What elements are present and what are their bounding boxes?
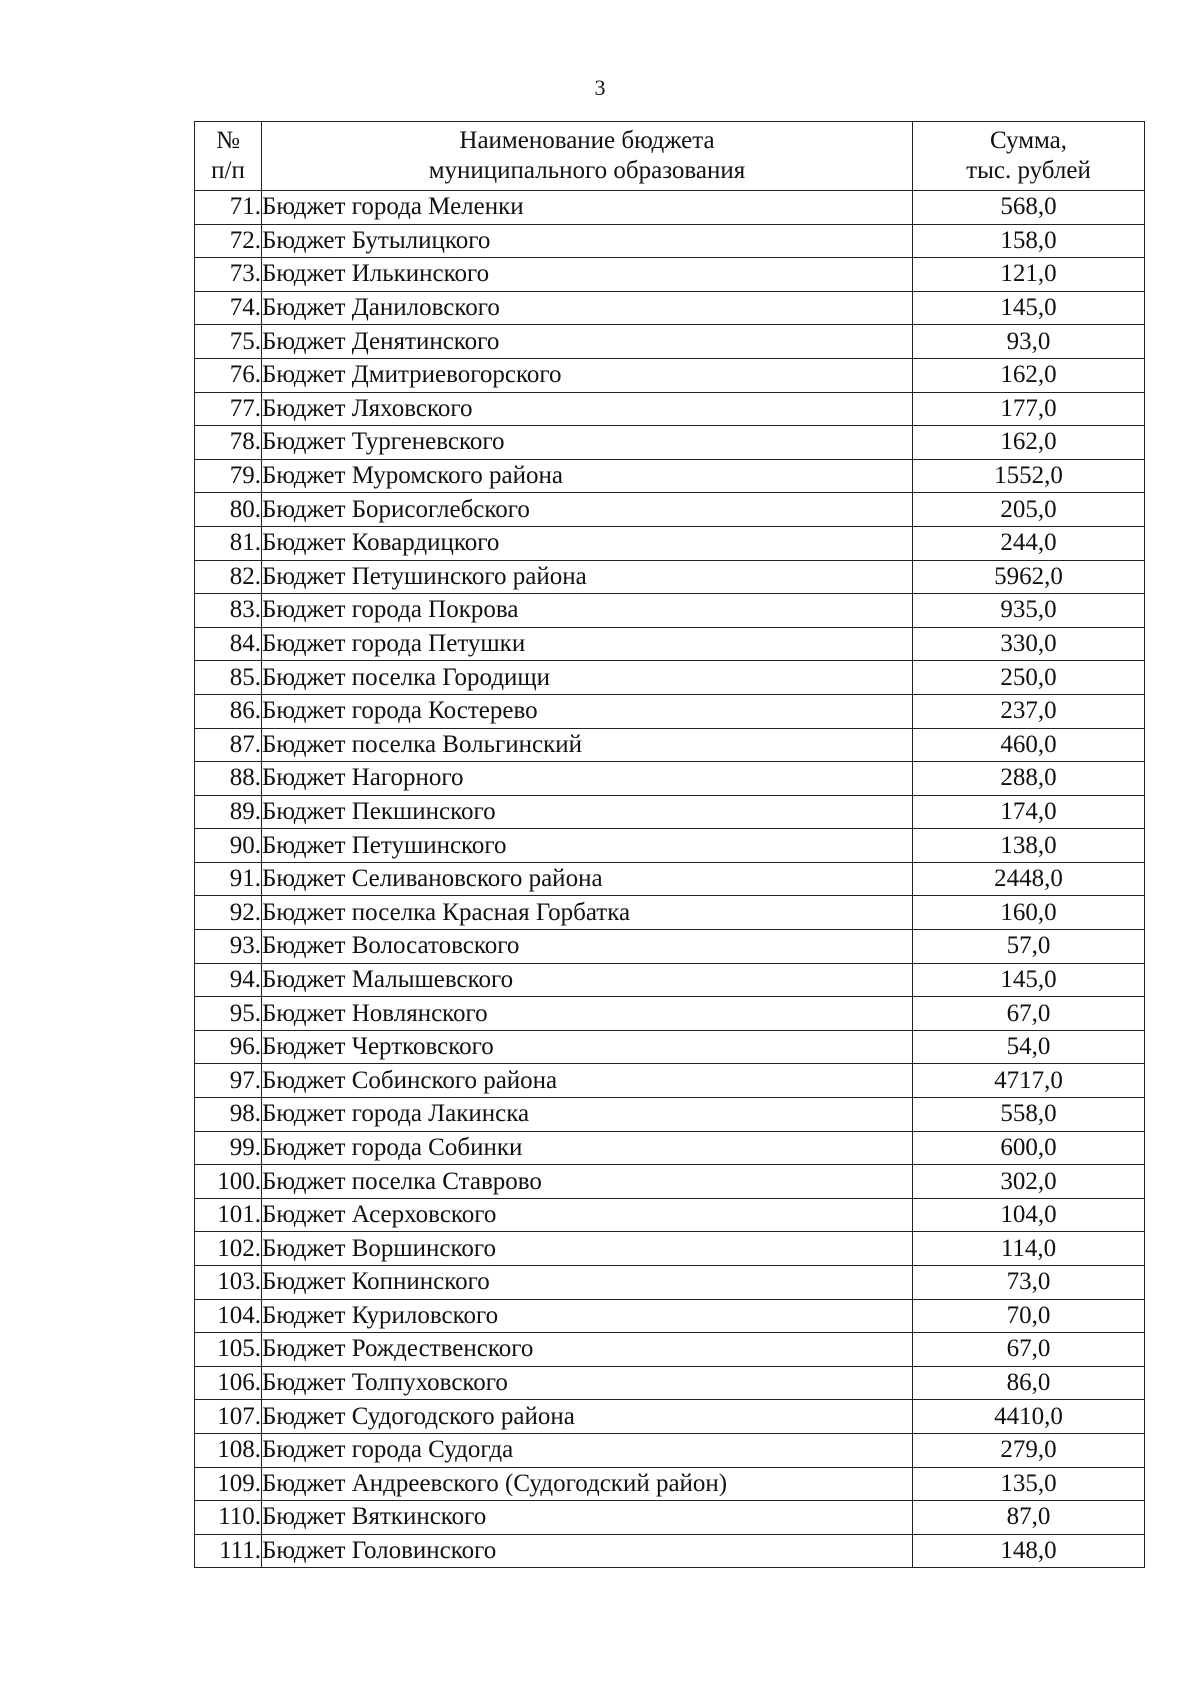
budget-amount: 57,0 [913, 930, 1145, 964]
budget-name: Бюджет города Лакинска [262, 1098, 913, 1132]
budget-name: Бюджет Денятинского [262, 325, 913, 359]
row-number: 84. [195, 627, 262, 661]
budget-name: Бюджет Новлянского [262, 997, 913, 1031]
row-number: 73. [195, 258, 262, 292]
row-number: 74. [195, 291, 262, 325]
table-row [195, 459, 1145, 493]
budget-amount: 73,0 [913, 1266, 1145, 1300]
budget-amount: 67,0 [913, 1333, 1145, 1367]
header-amount-line1: Сумма, [989, 127, 1068, 154]
table-row [195, 1433, 1145, 1467]
budget-amount: 158,0 [913, 224, 1145, 258]
budget-amount: 2448,0 [913, 862, 1145, 896]
budget-name: Бюджет Куриловского [262, 1299, 913, 1333]
row-number: 110. [195, 1501, 262, 1535]
budget-table [194, 121, 1145, 1568]
budget-amount: 135,0 [913, 1467, 1145, 1501]
row-number: 107. [195, 1400, 262, 1434]
row-number: 104. [195, 1299, 262, 1333]
budget-name: Бюджет Бутылицкого [262, 224, 913, 258]
page-number: 3 [594, 75, 606, 100]
table-row [195, 728, 1145, 762]
budget-amount: 138,0 [913, 829, 1145, 863]
budget-amount: 67,0 [913, 997, 1145, 1031]
table-row [195, 1501, 1145, 1535]
budget-name: Бюджет Ковардицкого [262, 526, 913, 560]
table-row [195, 997, 1145, 1031]
budget-name: Бюджет Копнинского [262, 1266, 913, 1300]
row-number: 79. [195, 459, 262, 493]
table-row [195, 526, 1145, 560]
row-number: 81. [195, 526, 262, 560]
budget-name: Бюджет поселка Вольгинский [262, 728, 913, 762]
budget-amount: 70,0 [913, 1299, 1145, 1333]
row-number: 102. [195, 1232, 262, 1266]
budget-amount: 935,0 [913, 594, 1145, 628]
table-row [195, 1333, 1145, 1367]
budget-name: Бюджет Головинского [262, 1534, 913, 1568]
header-row [195, 122, 1145, 191]
budget-name: Бюджет Чертковского [262, 1030, 913, 1064]
budget-name: Бюджет города Меленки [262, 191, 913, 225]
row-number: 86. [195, 694, 262, 728]
budget-name: Бюджет Судогодского района [262, 1400, 913, 1434]
row-number: 87. [195, 728, 262, 762]
budget-amount: 1552,0 [913, 459, 1145, 493]
row-number: 78. [195, 426, 262, 460]
budget-name: Бюджет Собинского района [262, 1064, 913, 1098]
budget-name: Бюджет города Собинки [262, 1131, 913, 1165]
budget-name: Бюджет города Покрова [262, 594, 913, 628]
budget-amount: 104,0 [913, 1198, 1145, 1232]
header-number [195, 122, 262, 191]
header-budget-name [262, 122, 913, 191]
budget-amount: 114,0 [913, 1232, 1145, 1266]
budget-amount: 5962,0 [913, 560, 1145, 594]
budget-amount: 302,0 [913, 1165, 1145, 1199]
budget-name: Бюджет Муромского района [262, 459, 913, 493]
budget-amount: 330,0 [913, 627, 1145, 661]
budget-amount: 93,0 [913, 325, 1145, 359]
budget-amount: 244,0 [913, 526, 1145, 560]
row-number: 96. [195, 1030, 262, 1064]
row-number: 105. [195, 1333, 262, 1367]
budget-name: Бюджет поселка Ставрово [262, 1165, 913, 1199]
row-number: 91. [195, 862, 262, 896]
header-amount-line2: тыс. рублей [966, 157, 1091, 184]
row-number: 82. [195, 560, 262, 594]
header-budget-name-line1: Наименование бюджета [459, 127, 715, 154]
row-number: 98. [195, 1098, 262, 1132]
budget-name: Бюджет Ляховского [262, 392, 913, 426]
header-amount [913, 122, 1145, 191]
budget-amount: 162,0 [913, 426, 1145, 460]
row-number: 106. [195, 1366, 262, 1400]
table-row [195, 1366, 1145, 1400]
table-row [195, 191, 1145, 225]
table-row [195, 1400, 1145, 1434]
budget-amount: 568,0 [913, 191, 1145, 225]
budget-amount: 145,0 [913, 963, 1145, 997]
row-number: 93. [195, 930, 262, 964]
budget-name: Бюджет Селивановского района [262, 862, 913, 896]
budget-name: Бюджет поселка Городищи [262, 661, 913, 695]
row-number: 103. [195, 1266, 262, 1300]
budget-amount: 288,0 [913, 762, 1145, 796]
table-row [195, 325, 1145, 359]
budget-name: Бюджет Пекшинского [262, 795, 913, 829]
table-row [195, 661, 1145, 695]
budget-name: Бюджет Толпуховского [262, 1366, 913, 1400]
table-row [195, 1467, 1145, 1501]
table-row [195, 493, 1145, 527]
budget-name: Бюджет города Судогда [262, 1433, 913, 1467]
row-number: 85. [195, 661, 262, 695]
row-number: 80. [195, 493, 262, 527]
row-number: 95. [195, 997, 262, 1031]
table-row [195, 795, 1145, 829]
budget-amount: 205,0 [913, 493, 1145, 527]
budget-name: Бюджет Вяткинского [262, 1501, 913, 1535]
budget-amount: 558,0 [913, 1098, 1145, 1132]
table-row [195, 1232, 1145, 1266]
table-row [195, 1198, 1145, 1232]
table-row [195, 291, 1145, 325]
table-row [195, 963, 1145, 997]
row-number: 109. [195, 1467, 262, 1501]
header-number-line1: № [216, 127, 240, 154]
table-row [195, 426, 1145, 460]
row-number: 72. [195, 224, 262, 258]
row-number: 111. [195, 1534, 262, 1568]
table-row [195, 1165, 1145, 1199]
budget-name: Бюджет Петушинского района [262, 560, 913, 594]
budget-name: Бюджет Андреевского (Судогодский район) [262, 1467, 913, 1501]
row-number: 76. [195, 358, 262, 392]
budget-amount: 86,0 [913, 1366, 1145, 1400]
table-row [195, 896, 1145, 930]
budget-name: Бюджет Даниловского [262, 291, 913, 325]
budget-amount: 145,0 [913, 291, 1145, 325]
table-row [195, 1299, 1145, 1333]
budget-amount: 87,0 [913, 1501, 1145, 1535]
budget-name: Бюджет Дмитриевогорского [262, 358, 913, 392]
table-row [195, 1266, 1145, 1300]
row-number: 97. [195, 1064, 262, 1098]
budget-name: Бюджет Асерховского [262, 1198, 913, 1232]
row-number: 90. [195, 829, 262, 863]
table-row [195, 862, 1145, 896]
budget-name: Бюджет Илькинского [262, 258, 913, 292]
row-number: 108. [195, 1433, 262, 1467]
table-row [195, 560, 1145, 594]
header-budget-name-line2: муниципального образования [428, 157, 746, 184]
budget-name: Бюджет Воршинского [262, 1232, 913, 1266]
budget-name: Бюджет Тургеневского [262, 426, 913, 460]
table-row [195, 1030, 1145, 1064]
row-number: 92. [195, 896, 262, 930]
table-body [195, 191, 1145, 1568]
table-header [195, 122, 1145, 191]
table-row [195, 694, 1145, 728]
table-row [195, 762, 1145, 796]
budget-amount: 460,0 [913, 728, 1145, 762]
budget-amount: 4717,0 [913, 1064, 1145, 1098]
row-number: 88. [195, 762, 262, 796]
table-row [195, 930, 1145, 964]
budget-amount: 174,0 [913, 795, 1145, 829]
budget-name: Бюджет Петушинского [262, 829, 913, 863]
row-number: 83. [195, 594, 262, 628]
budget-amount: 4410,0 [913, 1400, 1145, 1434]
budget-amount: 177,0 [913, 392, 1145, 426]
header-number-line2: п/п [211, 157, 245, 184]
row-number: 71. [195, 191, 262, 225]
budget-name: Бюджет поселка Красная Горбатка [262, 896, 913, 930]
table-row [195, 392, 1145, 426]
table-row [195, 258, 1145, 292]
budget-name: Бюджет Рождественского [262, 1333, 913, 1367]
table-row [195, 1131, 1145, 1165]
budget-amount: 121,0 [913, 258, 1145, 292]
table-row [195, 224, 1145, 258]
budget-name: Бюджет города Костерево [262, 694, 913, 728]
row-number: 100. [195, 1165, 262, 1199]
budget-amount: 162,0 [913, 358, 1145, 392]
budget-amount: 250,0 [913, 661, 1145, 695]
row-number: 101. [195, 1198, 262, 1232]
budget-name: Бюджет Нагорного [262, 762, 913, 796]
budget-amount: 160,0 [913, 896, 1145, 930]
table-row [195, 1064, 1145, 1098]
budget-amount: 279,0 [913, 1433, 1145, 1467]
table-row [195, 358, 1145, 392]
row-number: 89. [195, 795, 262, 829]
budget-amount: 148,0 [913, 1534, 1145, 1568]
row-number: 99. [195, 1131, 262, 1165]
table-row [195, 594, 1145, 628]
budget-name: Бюджет города Петушки [262, 627, 913, 661]
row-number: 94. [195, 963, 262, 997]
row-number: 75. [195, 325, 262, 359]
budget-amount: 600,0 [913, 1131, 1145, 1165]
table-row [195, 1098, 1145, 1132]
table-row [195, 829, 1145, 863]
budget-amount: 237,0 [913, 694, 1145, 728]
table-row [195, 1534, 1145, 1568]
budget-name: Бюджет Волосатовского [262, 930, 913, 964]
budget-name: Бюджет Малышевского [262, 963, 913, 997]
budget-name: Бюджет Борисоглебского [262, 493, 913, 527]
row-number: 77. [195, 392, 262, 426]
table-row [195, 627, 1145, 661]
budget-amount: 54,0 [913, 1030, 1145, 1064]
